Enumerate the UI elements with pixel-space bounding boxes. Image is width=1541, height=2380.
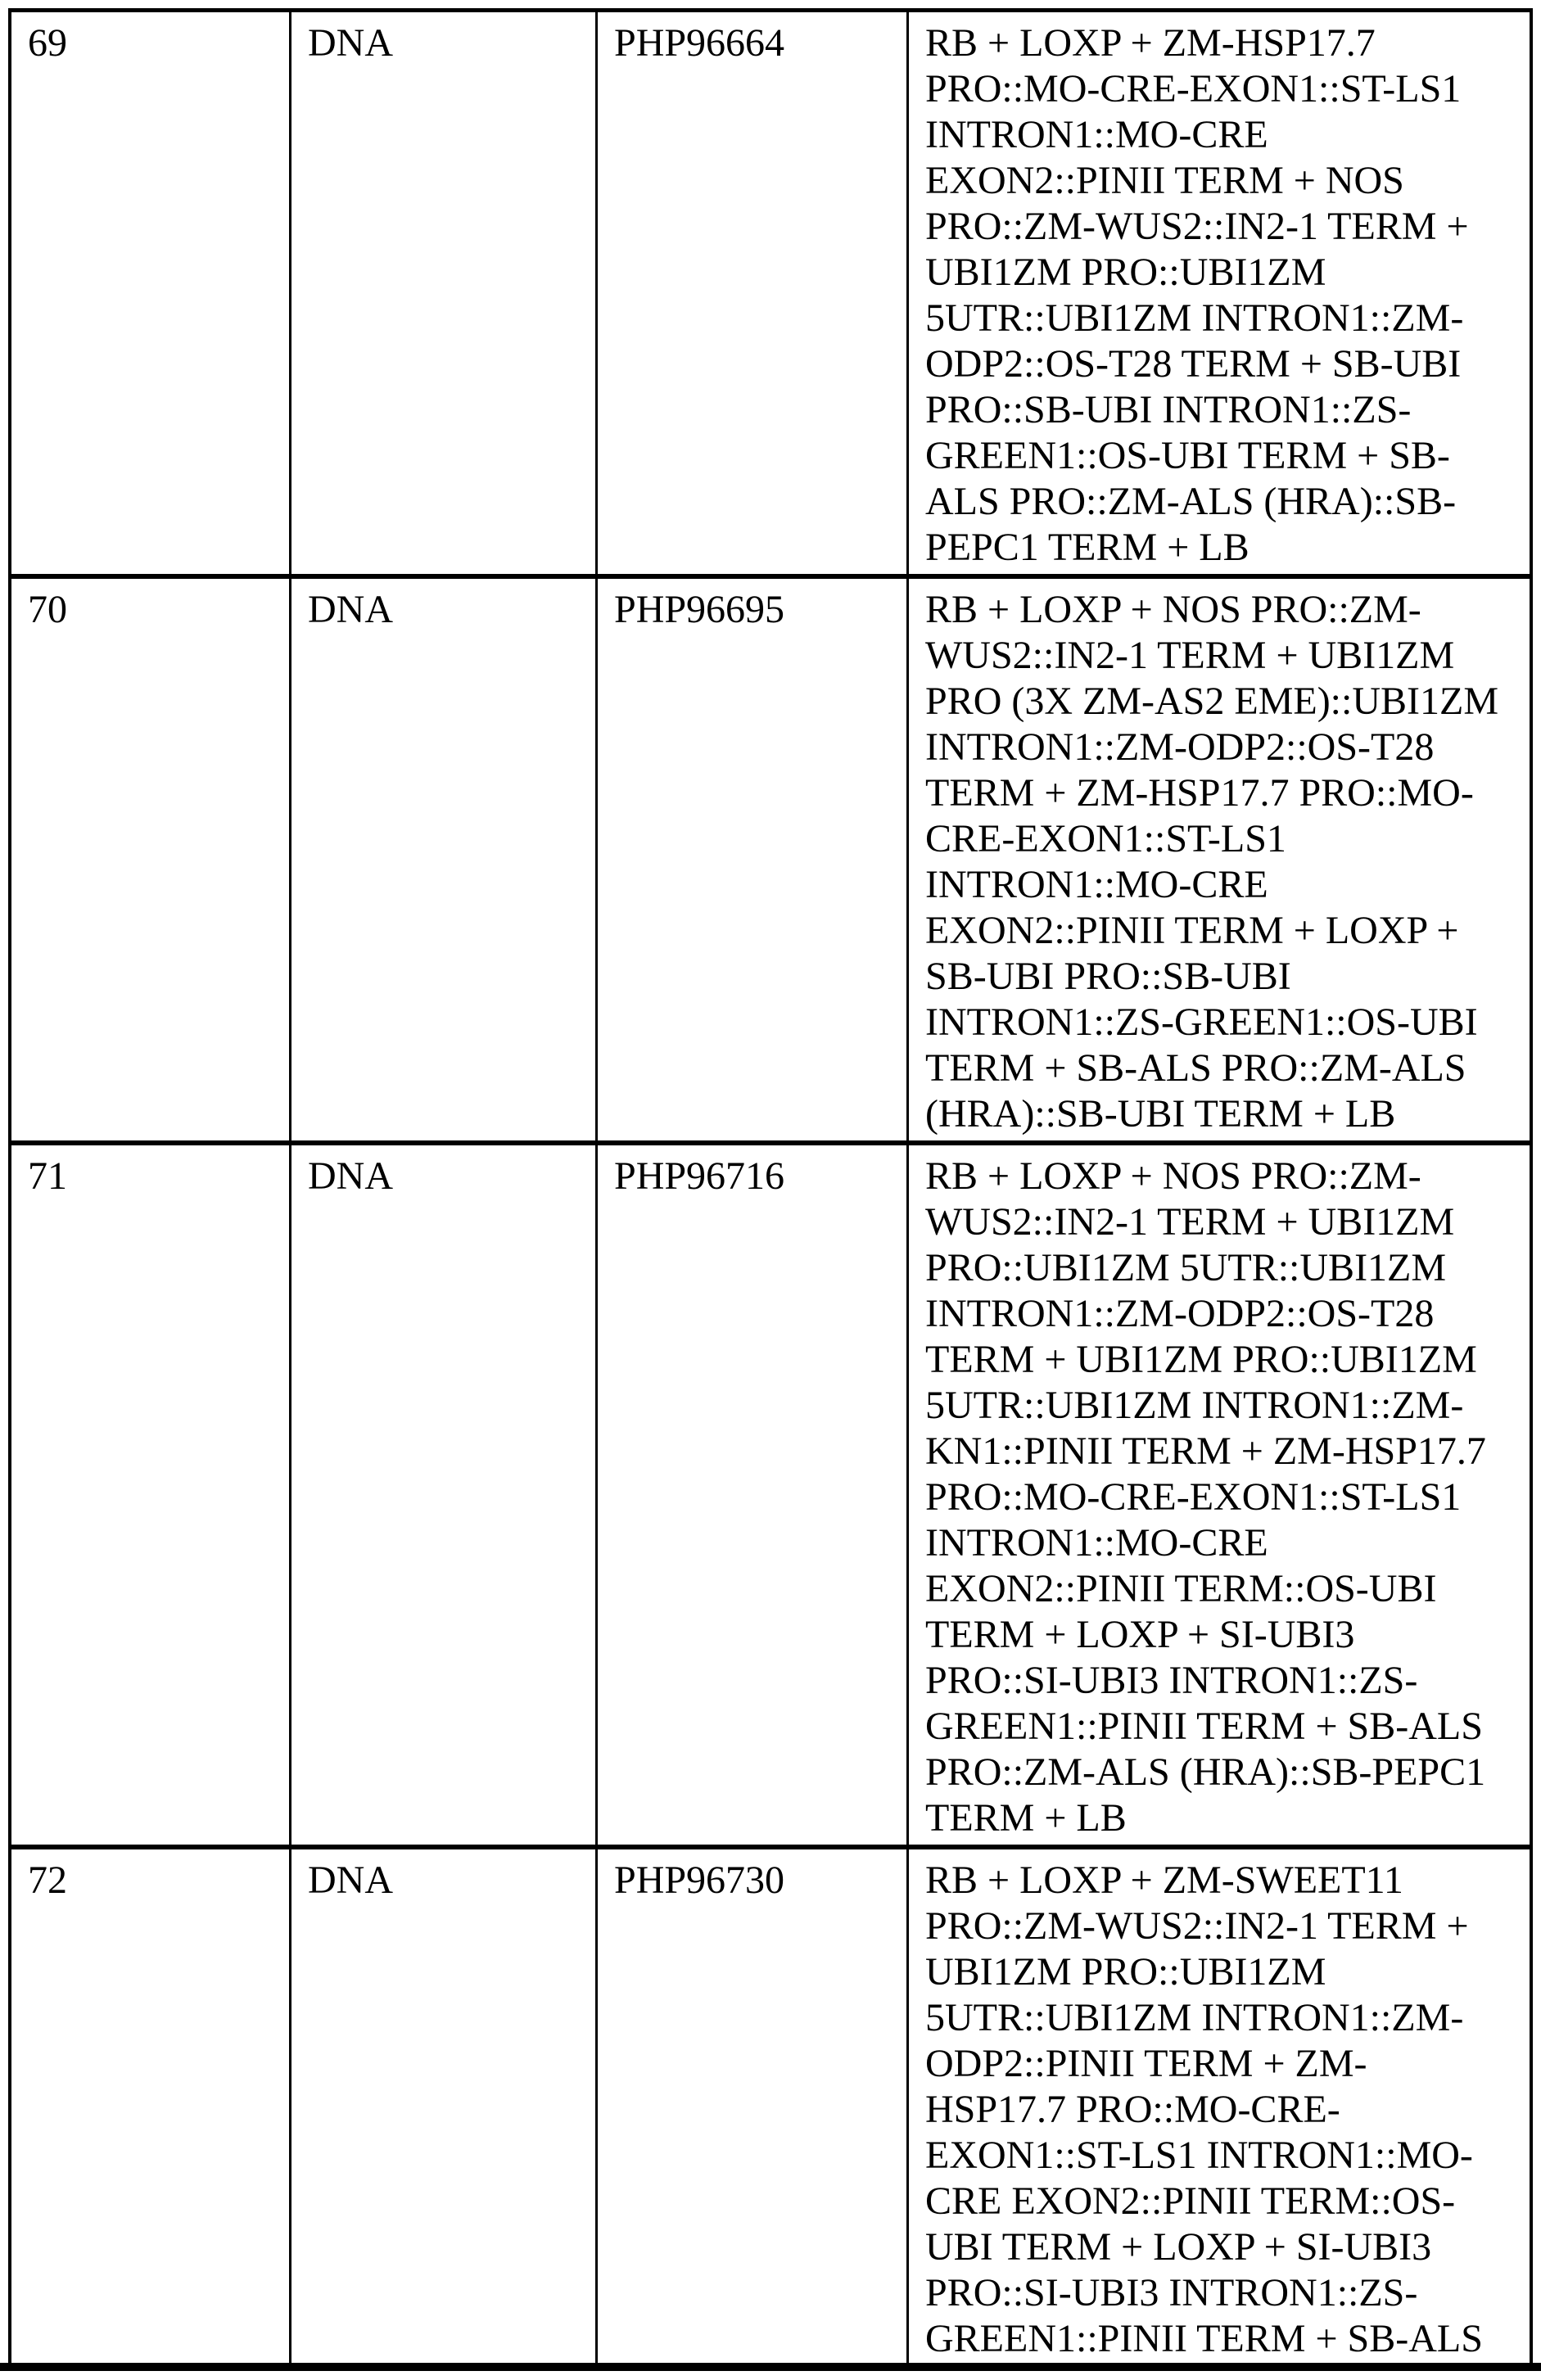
molecule-type-cell: DNA [289, 1145, 595, 1845]
description-line: INTRON1::ZS-GREEN1::OS-UBI [925, 1000, 1478, 1044]
description-line: TERM + LB [925, 1796, 1127, 1840]
description-line: EXON2::PINII TERM + LOXP + [925, 909, 1459, 952]
description-line: ODP2::PINII TERM + ZM- [925, 2042, 1367, 2085]
description-line: RB + LOXP + NOS PRO::ZM- [925, 588, 1421, 631]
description-line: PRO::UBI1ZM 5UTR::UBI1ZM [925, 1246, 1447, 1289]
description-line: HSP17.7 PRO::MO-CRE- [925, 2088, 1340, 2131]
construct-id-cell: PHP96664 [595, 12, 906, 574]
description-line: WUS2::IN2-1 TERM + UBI1ZM [925, 634, 1455, 677]
table-row [11, 12, 1530, 574]
description-line: GREEN1::OS-UBI TERM + SB- [925, 434, 1450, 477]
description-line: (HRA)::SB-UBI TERM + LB [925, 1092, 1396, 1136]
description-line: EXON2::PINII TERM + NOS [925, 159, 1404, 202]
description-line: PRO::ZM-WUS2::IN2-1 TERM + [925, 205, 1469, 248]
table-row [11, 1845, 1530, 2363]
seq-number-cell: 71 [28, 1154, 67, 1198]
description-line: TERM + UBI1ZM PRO::UBI1ZM [925, 1338, 1477, 1381]
description-line: PRO::ZM-WUS2::IN2-1 TERM + [925, 1904, 1469, 1948]
description-line: PRO::SI-UBI3 INTRON1::ZS- [925, 1659, 1418, 1702]
description-line: INTRON1::ZM-ODP2::OS-T28 [925, 1292, 1435, 1335]
description-line: EXON1::ST-LS1 INTRON1::MO- [925, 2134, 1473, 2177]
description-line: EXON2::PINII TERM::OS-UBI [925, 1567, 1437, 1610]
table-row [11, 574, 1530, 1140]
molecule-type-cell: DNA [289, 1849, 595, 2363]
description-line: CRE EXON2::PINII TERM::OS- [925, 2179, 1456, 2223]
description-line: RB + LOXP + ZM-SWEET11 [925, 1858, 1403, 1902]
description-line: INTRON1::MO-CRE [925, 1521, 1268, 1565]
seq-number-cell: 69 [28, 21, 67, 65]
description-line: PRO::SI-UBI3 INTRON1::ZS- [925, 2271, 1418, 2315]
description-line: PRO (3X ZM-AS2 EME)::UBI1ZM [925, 680, 1499, 723]
description-line: SB-UBI PRO::SB-UBI [925, 955, 1291, 998]
description-cell [906, 1849, 1530, 2363]
description-line: 5UTR::UBI1ZM INTRON1::ZM- [925, 1996, 1464, 2039]
description-line: RB + LOXP + NOS PRO::ZM- [925, 1154, 1421, 1198]
description-line: ODP2::OS-T28 TERM + SB-UBI [925, 342, 1462, 386]
description-line: UBI1ZM PRO::UBI1ZM [925, 251, 1326, 294]
description-line: CRE-EXON1::ST-LS1 [925, 817, 1286, 860]
description-line: 5UTR::UBI1ZM INTRON1::ZM- [925, 1384, 1464, 1427]
description-line: PRO::ZM-ALS (HRA)::SB-PEPC1 [925, 1750, 1486, 1794]
description-line: TERM + LOXP + SI-UBI3 [925, 1613, 1355, 1656]
description-line: PEPC1 TERM + LB [925, 526, 1250, 569]
page-bottom-rule [0, 2363, 1541, 2371]
construct-id-cell: PHP96730 [595, 1849, 906, 2363]
description-cell [906, 579, 1530, 1140]
description-line: RB + LOXP + ZM-HSP17.7 [925, 21, 1376, 65]
table-row [11, 1140, 1530, 1845]
description-cell [906, 1145, 1530, 1845]
description-line: INTRON1::MO-CRE [925, 863, 1268, 906]
description-line: INTRON1::ZM-ODP2::OS-T28 [925, 725, 1435, 769]
description-line: GREEN1::PINII TERM + SB-ALS [925, 2317, 1483, 2360]
description-cell [906, 12, 1530, 574]
description-line: UBI TERM + LOXP + SI-UBI3 [925, 2225, 1432, 2269]
description-line: 5UTR::UBI1ZM INTRON1::ZM- [925, 296, 1464, 340]
description-line: UBI1ZM PRO::UBI1ZM [925, 1950, 1326, 1994]
description-line: PRO::MO-CRE-EXON1::ST-LS1 [925, 1475, 1462, 1519]
seq-number-cell: 72 [28, 1858, 67, 1902]
description-line: WUS2::IN2-1 TERM + UBI1ZM [925, 1200, 1455, 1244]
description-line: ALS PRO::ZM-ALS (HRA)::SB- [925, 480, 1457, 523]
molecule-type-cell: DNA [289, 12, 595, 574]
description-line: PRO::SB-UBI INTRON1::ZS- [925, 388, 1412, 431]
description-line: TERM + SB-ALS PRO::ZM-ALS [925, 1046, 1466, 1090]
molecule-type-cell: DNA [289, 579, 595, 1140]
sequence-table [8, 8, 1533, 2363]
description-line: TERM + ZM-HSP17.7 PRO::MO- [925, 771, 1474, 815]
description-line: PRO::MO-CRE-EXON1::ST-LS1 [925, 67, 1462, 111]
description-line: KN1::PINII TERM + ZM-HSP17.7 [925, 1429, 1486, 1473]
construct-id-cell: PHP96695 [595, 579, 906, 1140]
seq-number-cell: 70 [28, 588, 67, 631]
construct-id-cell: PHP96716 [595, 1145, 906, 1845]
description-line: GREEN1::PINII TERM + SB-ALS [925, 1705, 1483, 1748]
description-line: INTRON1::MO-CRE [925, 113, 1268, 156]
